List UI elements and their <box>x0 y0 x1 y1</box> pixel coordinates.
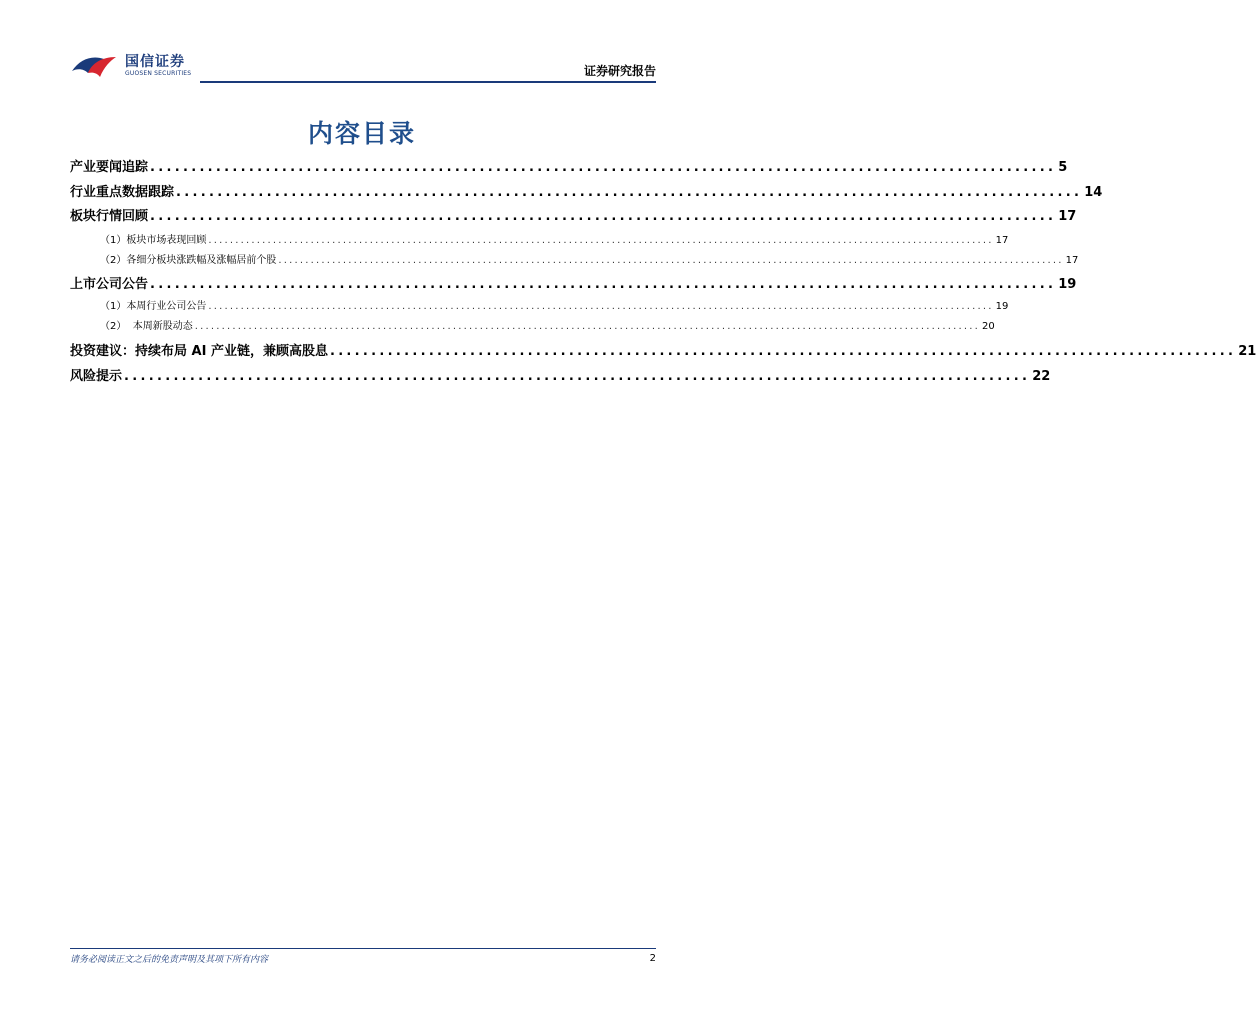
toc-leader-dots: .................................................................................................................................................. <box>208 301 994 312</box>
toc-entry-page: 19 <box>1058 277 1077 292</box>
toc-entry-label: （1）板块市场表现回顾 <box>100 235 207 246</box>
toc-subentry-subsector-movers[interactable] <box>70 251 1079 266</box>
toc-entry-page: 17 <box>1058 209 1077 224</box>
logo-chinese-name: 国信证券 <box>125 54 185 70</box>
logo-english-name: GUOSEN SECURITIES <box>125 70 192 77</box>
toc-leader-dots: .............................................................................................................. <box>329 344 1237 359</box>
toc-leader-dots: .............................................................................................................. <box>150 209 1057 224</box>
toc-entry-industry-data[interactable] <box>70 181 1103 200</box>
toc-subentry-weekly-announcements[interactable] <box>70 297 1009 312</box>
toc-entry-label: 投资建议：持续布局 AI 产业链，兼顾高股息 <box>70 344 328 359</box>
report-type-label: 证券研究报告 <box>583 64 656 78</box>
toc-entry-label: 产业要闻追踪 <box>70 160 149 175</box>
toc-entry-investment-advice[interactable] <box>70 340 1256 359</box>
toc-entry-risk-warning[interactable] <box>70 365 1051 384</box>
toc-leader-dots: .............................................................................................................. <box>150 277 1057 292</box>
toc-entry-industry-news[interactable] <box>70 156 1068 175</box>
toc-entry-page: 5 <box>1058 160 1068 175</box>
toc-entry-page: 14 <box>1084 185 1103 200</box>
toc-entry-page: 21 <box>1238 344 1256 359</box>
toc-leader-dots: .................................................................................................................................................. <box>278 255 1064 266</box>
toc-entry-label: 板块行情回顾 <box>70 209 149 224</box>
toc-entry-page: 17 <box>995 235 1009 246</box>
toc-entry-label: （2）各细分板块涨跌幅及涨幅居前个股 <box>100 255 277 266</box>
toc-subentry-market-performance[interactable] <box>70 231 1009 246</box>
toc-entry-label: （1）本周行业公司公告 <box>100 301 207 312</box>
guosen-logo <box>70 48 200 82</box>
guosen-emblem-icon <box>70 51 120 79</box>
toc-entry-label: （2） 本周新股动态 <box>100 321 193 332</box>
toc-leader-dots: .............................................................................................................. <box>150 160 1057 175</box>
toc-leader-dots: .................................................................................................................................................. <box>194 321 981 332</box>
toc-leader-dots: .............................................................................................................. <box>176 185 1083 200</box>
toc-leader-dots: .............................................................................................................. <box>124 369 1031 384</box>
page-header <box>70 48 656 84</box>
toc-leader-dots: .................................................................................................................................................. <box>208 235 994 246</box>
toc-entry-label: 上市公司公告 <box>70 277 149 292</box>
toc-entry-page: 19 <box>995 301 1009 312</box>
footer-disclaimer: 请务必阅读正文之后的免责声明及其项下所有内容 <box>70 955 269 965</box>
toc-entry-company-announcements[interactable] <box>70 273 1077 292</box>
header-divider <box>200 81 656 83</box>
toc-title: 内容目录 <box>307 119 416 148</box>
page-number: 2 <box>649 953 656 964</box>
footer-divider <box>70 948 656 949</box>
toc-subentry-new-ipos[interactable] <box>70 317 995 332</box>
toc-entry-page: 17 <box>1065 255 1079 266</box>
toc-entry-label: 风险提示 <box>70 369 123 384</box>
toc-entry-sector-review[interactable] <box>70 205 1077 224</box>
toc-entry-label: 行业重点数据跟踪 <box>70 185 175 200</box>
toc-entry-page: 22 <box>1032 369 1051 384</box>
toc-entry-page: 20 <box>982 321 995 332</box>
